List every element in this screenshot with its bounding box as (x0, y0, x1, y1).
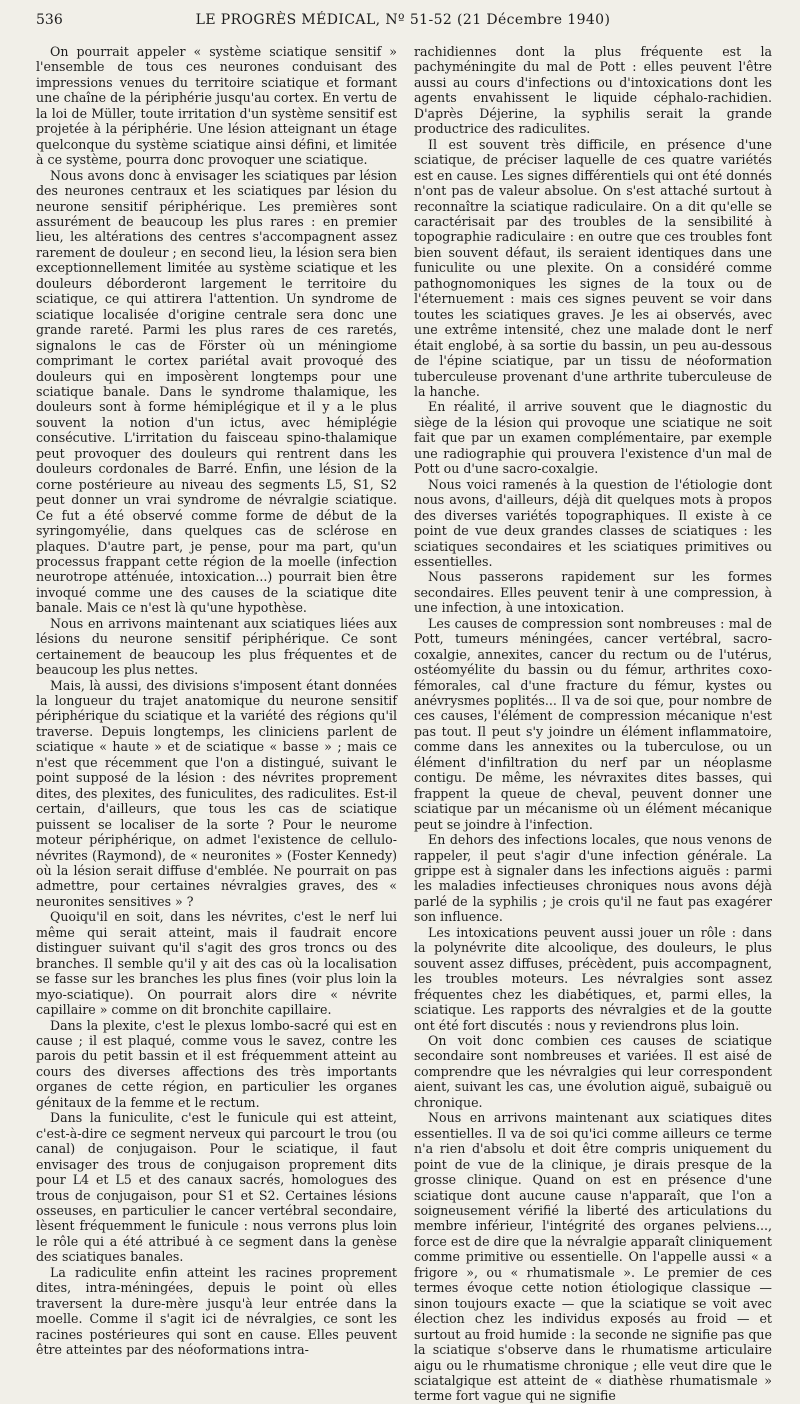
page-number: 536 (36, 12, 63, 28)
paragraph: Nous en arrivons maintenant aux sciatiques dites essentielles. Il va de soi qu'ici comme ailleurs ce terme n'a rien d'absolu et doit être compris uniquement du point de vue de la clinique, je dirais presque de la grosse clinique. Quand on est en présence d'une sciatique dont aucune cause n'apparaît, que l'on a soigneusement vérifié la liberté des articulations du membre inférieur, l'intégrité des organes pelviens..., force est de dire que la névralgie apparaît cliniquement comme primitive ou essentielle. On l'appelle aussi « a frigore », ou « rhumatismale ». Le premier de ces termes évoque cette notion étiologique classique — sinon toujours exacte — que la sciatique se voit avec élection chez les individus exposés au froid — et surtout au froid humide : la seconde ne signifie pas que la sciatique s'observe dans le rhumatisme articulaire aigu ou le rhumatisme chronique ; elle veut dire que le sciatalgique est atteint de « diathèse rhumatismale » terme fort vague qui ne signifie (414, 1110, 772, 1404)
running-header (36, 10, 770, 32)
paragraph: Il est souvent très difficile, en présence d'une sciatique, de préciser laquelle de ces quatre variétés est en cause. Les signes différentiels qui ont été donnés n'ont pas de valeur absolue. On s'est attaché surtout à reconnaître la sciatique radiculaire. On a dit qu'elle se caractérisait par des troubles de la sensibilité à topographie radiculaire : en outre que ces troubles font bien souvent défaut, ils seraient identiques dans une funiculite ou une plexite. On a considéré comme pathognomoniques les signes de la toux ou de l'éternuement : mais ces signes peuvent se voir dans toutes les sciatiques graves. Je les ai observés, avec une extrême intensité, chez une malade dont le nerf était englobé, à sa sortie du bassin, un peu au-dessous de l'épine sciatique, par un tissu de néoformation tuberculeuse provenant d'une arthrite tuberculeuse de la hanche. (414, 136, 772, 399)
paragraph: Dans la plexite, c'est le plexus lombo-sacré qui est en cause ; il est plaqué, comme vous le savez, contre les parois du petit bassin et il est fréquemment atteint au cours des diverses affections des très importants organes de cette région, en particulier les organes génitaux de la femme et le rectum. (36, 1017, 397, 1110)
paragraph: La radiculite enfin atteint les racines proprement dites, intra-méningées, depuis le point où elles traversent la dure-mère jusqu'à leur entrée dans la moelle. Comme il s'agit ici de névralgies, ce sont les racines postérieures qui sont en cause. Elles peuvent être atteintes par des néoformations intra- (36, 1264, 397, 1358)
paragraph: En dehors des infections locales, que nous venons de rappeler, il peut s'agir d'une infection générale. La grippe est à signaler dans les infections aiguës : parmi les maladies infectieuses chroniques nous avons déjà parlé de la syphilis ; je crois qu'il ne faut pas exagérer son influence. (414, 832, 772, 925)
paragraph: Les causes de compression sont nombreuses : mal de Pott, tumeurs méningées, cancer vertébral, sacro-coxalgie, annexites, cancer du rectum ou de l'utérus, ostéomyélite du bassin ou du fémur, arthrites coxo-fémorales, cal d'une fracture du fémur, kystes ou anévrysmes poplités... Il va de soi que, pour nombre de ces causes, l'élément de compression mécanique n'est pas tout. Il peut s'y joindre un élément inflammatoire, comme dans les annexites ou la tuberculose, ou un élément d'infiltration du nerf par un néoplasme contigu. De même, les névraxites dites basses, qui frappent la queue de cheval, peuvent donner une sciatique par un mécanisme où un élément mécanique peut se joindre à l'infection. (414, 615, 772, 832)
paragraph: On pourrait appeler « système sciatique sensitif » l'ensemble de tous ces neurones conduisant des impressions venues du territoire sciatique et formant une chaîne de la périphérie jusqu'au cortex. En vertu de la loi de Müller, toute irritation d'un système sensitif est projetée à la périphérie. Une lésion atteignant un étage quelconque du système sciatique ainsi défini, et limitée à ce système, pourra donc provoquer une sciatique. (36, 44, 397, 168)
paragraph: En réalité, il arrive souvent que le diagnostic du siège de la lésion qui provoque une sciatique ne soit fait que par un examen complémentaire, par exemple une radiographie qui prouvera l'existence d'un mal de Pott ou d'une sacro-coxalgie. (414, 399, 772, 477)
paragraph: Quoiqu'il en soit, dans les névrites, c'est le nerf lui même qui serait atteint, mais il faudrait encore distinguer suivant qu'il s'agit des gros troncs ou des branches. Il semble qu'il y ait des cas où la localisation se fasse sur les branches les plus fines (voir plus loin la myo-sciatique). On pourrait alors dire « névrite capillaire » comme on dit bronchite capillaire. (36, 909, 397, 1018)
paragraph: Nous en arrivons maintenant aux sciatiques liées aux lésions du neurone sensitif périphérique. Ce sont certainement de beaucoup les plus fréquentes et de beaucoup les plus nettes. (36, 615, 397, 678)
paragraph: Nous avons donc à envisager les sciatiques par lésion des neurones centraux et les sciatiques par lésion du neurone sensitif périphérique. Les premières sont assurément de beaucoup les plus rares : en premier lieu, les altérations des centres s'accompagnent assez rarement de douleur ; en second lieu, la lésion sera bien exceptionnellement limitée au système sciatique et les douleurs déborderont largement le territoire du sciatique, ce qui attirera l'attention. Un syndrome de sciatique localisée d'origine centrale sera donc une grande rareté. Parmi les plus rares de ces raretés, signalons le cas de Förster où un méningiome comprimant le cortex pariétal avait provoqué des douleurs qui en imposèrent longtemps pour une sciatique banale. Dans le syndrome thalamique, les douleurs sont à forme hémiplégique et il y a le plus souvent la notion d'un ictus, avec hémiplégie consécutive. L'irritation du faisceau spino-thalamique peut provoquer des douleurs qui rentrent dans les douleurs cordonales de Barré. Enfin, une lésion de la corne postérieure au niveau des segments L5, S1, S2 peut donner un vrai syndrome de névralgie sciatique. Ce fut a été observé comme forme de début de la syringomyélie, dans quelques cas de sclérose en plaques. D'autre part, je pense, pour ma part, qu'un processus frappant cette région de la moelle (infection neurotrope atténuée, intoxication...) pourrait bien être invoqué comme une des causes de la sciatique dite banale. Mais ce n'est là qu'une hypothèse. (36, 167, 397, 616)
paragraph-continued: rachidiennes dont la plus fréquente est la pachyméningite du mal de Pott : elles peuvent l'être aussi au cours d'infections ou d'intoxications dont les agents envahissent le liquide céphalo-rachidien. D'après Déjerine, la syphilis serait la grande productrice des radiculites. (414, 44, 772, 137)
paragraph: Mais, là aussi, des divisions s'imposent étant données la longueur du trajet anatomique du neurone sensitif périphérique du sciatique et la variété des régions qu'il traverse. Depuis longtemps, les cliniciens parlent de sciatique « haute » et de sciatique « basse » ; mais ce n'est que récemment que l'on a distingué, suivant le point supposé de la lésion : des névrites proprement dites, des plexites, des funiculites, des radiculites. Est-il certain, d'ailleurs, que tous les cas de sciatique puissent se localiser de la sorte ? Pour le neurome moteur périphérique, on admet l'existence de cellulo-névrites (Raymond), de « neuronites » (Foster Kennedy) où la lésion serait diffuse d'emblée. Ne pourrait on pas admettre, pour certaines névralgies graves, des « neuronites sensitives » ? (36, 677, 397, 909)
right-column (414, 44, 772, 1404)
paragraph: Nous passerons rapidement sur les formes secondaires. Elles peuvent tenir à une compression, à une infection, à une intoxication. (414, 569, 772, 616)
left-column (36, 44, 397, 1358)
running-title: LE PROGRÈS MÉDICAL, Nº 51-52 (21 Décembre 1940) (195, 12, 611, 28)
paragraph: On voit donc combien ces causes de sciatique secondaire sont nombreuses et variées. Il est aisé de comprendre que les névralgies qui leur correspondent aient, suivant les cas, une évolution aiguë, subaiguë ou chronique. (414, 1033, 772, 1110)
paragraph: Nous voici ramenés à la question de l'étiologie dont nous avons, d'ailleurs, déjà dit quelques mots à propos des diverses variétés topographiques. Il existe à ce point de vue deux grandes classes de sciatiques : les sciatiques secondaires et les sciatiques primitives ou essentielles. (414, 476, 772, 569)
paragraph: Dans la funiculite, c'est le funicule qui est atteint, c'est-à-dire ce segment nerveux qui parcourt le trou (ou canal) de conjugaison. Pour le sciatique, il faut envisager des trous de conjugaison proprement dits pour L4 et L5 et des canaux sacrés, homologues des trous de conjugaison, pour S1 et S2. Certaines lésions osseuses, en particulier le cancer vertébral secondaire, lèsent fréquemment le funicule : nous verrons plus loin le rôle qui a été attribué à ce segment dans la genèse des sciatiques banales. (36, 1110, 397, 1265)
paragraph: Les intoxications peuvent aussi jouer un rôle : dans la polynévrite dite alcoolique, des douleurs, le plus souvent assez diffuses, précèdent, puis accompagnent, les troubles moteurs. Les névralgies sont assez fréquentes chez les diabétiques, et, parmi elles, la sciatique. Les rapports des névralgies et de la goutte ont été fort discutés : nous y reviendrons plus loin. (414, 924, 772, 1033)
